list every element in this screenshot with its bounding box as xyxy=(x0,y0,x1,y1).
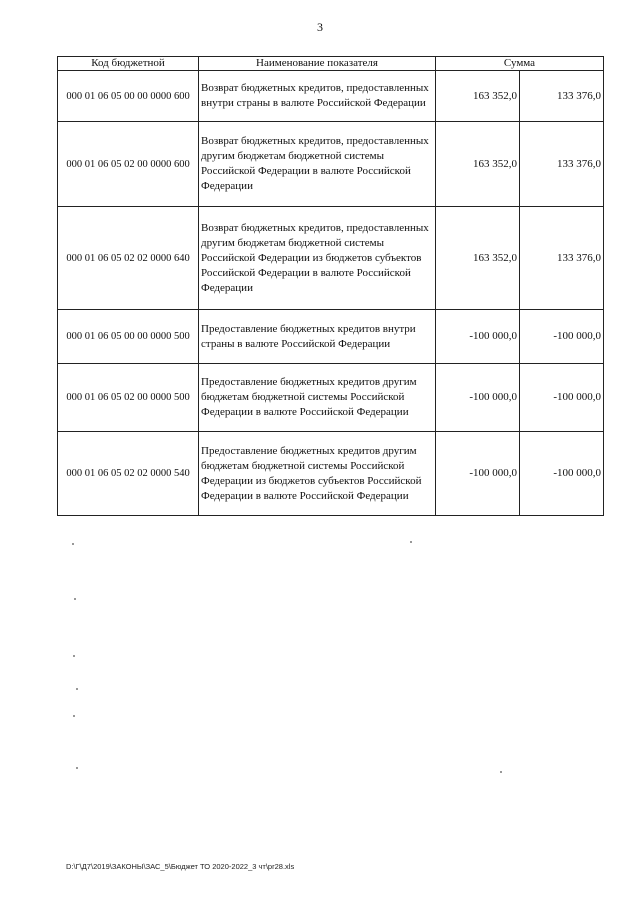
sum-cell: -100 000,0 xyxy=(520,364,604,432)
sum-cell: 163 352,0 xyxy=(436,207,520,310)
sum-cell: 133 376,0 xyxy=(520,71,604,122)
table-row xyxy=(58,207,604,310)
sum-cell: 163 352,0 xyxy=(436,122,520,207)
budget-code-cell: 000 01 06 05 00 00 0000 500 xyxy=(58,310,199,364)
budget-code-cell: 000 01 06 05 02 00 0000 500 xyxy=(58,364,199,432)
sum-cell: -100 000,0 xyxy=(436,310,520,364)
table-row xyxy=(58,310,604,364)
sum-cell: 163 352,0 xyxy=(436,71,520,122)
sum-cell: -100 000,0 xyxy=(520,310,604,364)
table-row xyxy=(58,71,604,122)
sum-cell: 133 376,0 xyxy=(520,122,604,207)
header-sum: Сумма xyxy=(436,57,604,71)
sum-cell: -100 000,0 xyxy=(436,432,520,516)
sum-cell: 133 376,0 xyxy=(520,207,604,310)
scan-speck xyxy=(73,715,75,717)
indicator-name-cell: Предоставление бюджетных кредитов внутри страны в валюте Российской Федерации xyxy=(199,310,436,364)
budget-code-cell: 000 01 06 05 00 00 0000 600 xyxy=(58,71,199,122)
scan-speck xyxy=(76,688,78,690)
indicator-name-cell: Возврат бюджетных кредитов, предоставленных внутри страны в валюте Российской Федерации xyxy=(199,71,436,122)
file-path-footer: D:\Г\Д7\2019\ЗАКОНЫ\ЗАС_5\Бюджет ТО 2020-2022_3 чт\pr28.xls xyxy=(66,862,295,871)
header-name: Наименование показателя xyxy=(199,57,436,71)
indicator-name-cell: Предоставление бюджетных кредитов другим бюджетам бюджетной системы Российской Федерации в валюте Российской Федерации xyxy=(199,364,436,432)
scan-speck xyxy=(410,541,412,543)
indicator-name-cell: Возврат бюджетных кредитов, предоставленных другим бюджетам бюджетной системы Российской Федерации из бюджетов субъектов Российской Федерации в валюте Российской Федерации xyxy=(199,207,436,310)
table-row xyxy=(58,122,604,207)
page-number: 3 xyxy=(317,20,323,34)
budget-sources-table xyxy=(57,56,604,516)
indicator-name-cell: Возврат бюджетных кредитов, предоставленных другим бюджетам бюджетной системы Российской Федерации в валюте Российской Федерации xyxy=(199,122,436,207)
scan-speck xyxy=(500,771,502,773)
budget-code-cell: 000 01 06 05 02 02 0000 540 xyxy=(58,432,199,516)
table-row xyxy=(58,432,604,516)
budget-code-cell: 000 01 06 05 02 00 0000 600 xyxy=(58,122,199,207)
scan-speck xyxy=(76,767,78,769)
scan-speck xyxy=(72,543,74,545)
scan-speck xyxy=(74,598,76,600)
sum-cell: -100 000,0 xyxy=(520,432,604,516)
header-code: Код бюджетной xyxy=(58,57,199,71)
sum-cell: -100 000,0 xyxy=(436,364,520,432)
table-header-row xyxy=(58,57,604,71)
indicator-name-cell: Предоставление бюджетных кредитов другим бюджетам бюджетной системы Российской Федерации из бюджетов субъектов Российской Федерации в валюте Российской Федерации xyxy=(199,432,436,516)
scan-speck xyxy=(73,655,75,657)
table-row xyxy=(58,364,604,432)
budget-code-cell: 000 01 06 05 02 02 0000 640 xyxy=(58,207,199,310)
